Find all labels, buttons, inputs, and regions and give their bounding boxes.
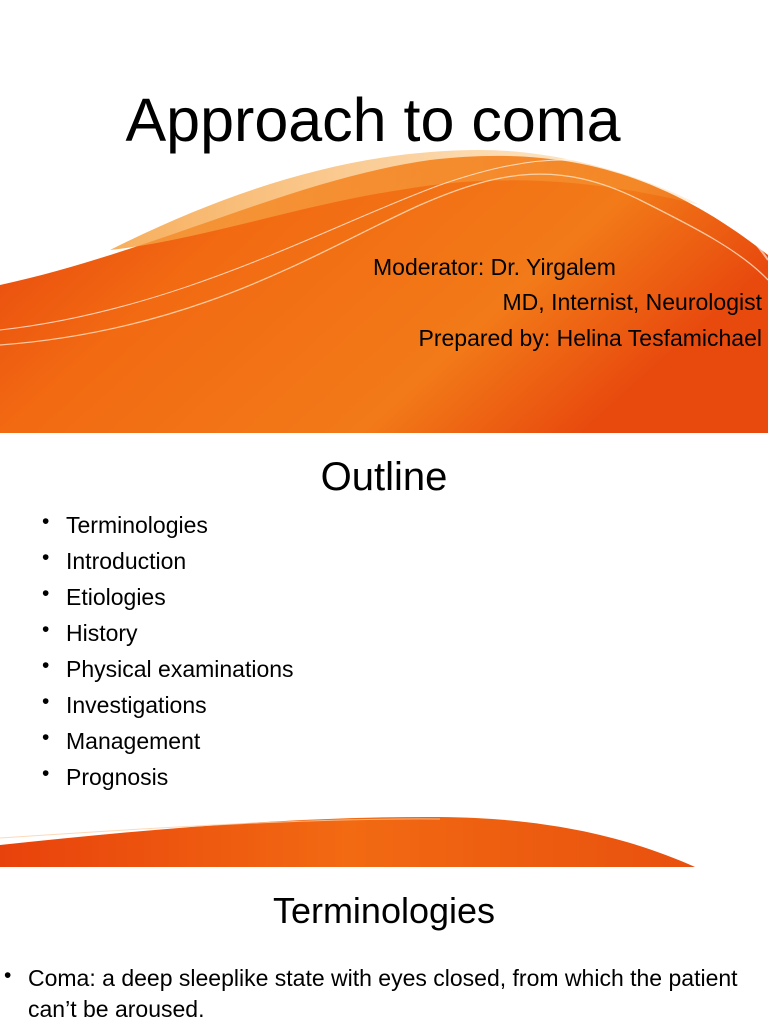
list-item [42,725,294,761]
bullet-icon: • [4,964,12,987]
list-item [42,653,294,689]
outline-title: Outline [320,455,448,499]
bullet-icon: • [42,654,50,677]
terminologies-slide [0,867,768,1024]
list-item-label: Introduction [66,548,187,574]
bullet-icon: • [42,510,50,533]
bullet-icon: • [42,546,50,569]
definition-text: Coma: a deep sleeplike state with eyes closed, from which the patient can’t be aroused. [28,965,738,1022]
list-item-label: Etiologies [66,584,166,610]
coma-definition [4,963,753,1024]
terminologies-title: Terminologies [272,890,496,931]
credentials-line: MD, Internist, Neurologist [502,289,762,315]
list-item-label: Prognosis [66,764,169,790]
title-slide [0,0,768,433]
list-item-label: Physical examinations [66,656,294,682]
bullet-icon: • [42,582,50,605]
list-item-label: Investigations [66,692,207,718]
moderator-line: Moderator: Dr. Yirgalem [373,254,616,280]
list-item [42,581,294,617]
prepared-by-line: Prepared by: Helina Tesfamichael [418,325,762,351]
bullet-icon: • [42,618,50,641]
list-item-label: Terminologies [66,512,208,538]
presentation-title: Approach to coma [125,86,621,154]
list-item-label: History [66,620,138,646]
list-item-label: Management [66,728,201,754]
list-item [42,689,294,725]
orange-wave-background [0,0,768,433]
outline-slide [0,433,768,867]
outline-list [42,509,294,797]
list-item [42,617,294,653]
list-item [42,761,294,797]
bullet-icon: • [42,762,50,785]
bullet-icon: • [42,726,50,749]
list-item [42,545,294,581]
bullet-icon: • [42,690,50,713]
list-item [42,509,294,545]
